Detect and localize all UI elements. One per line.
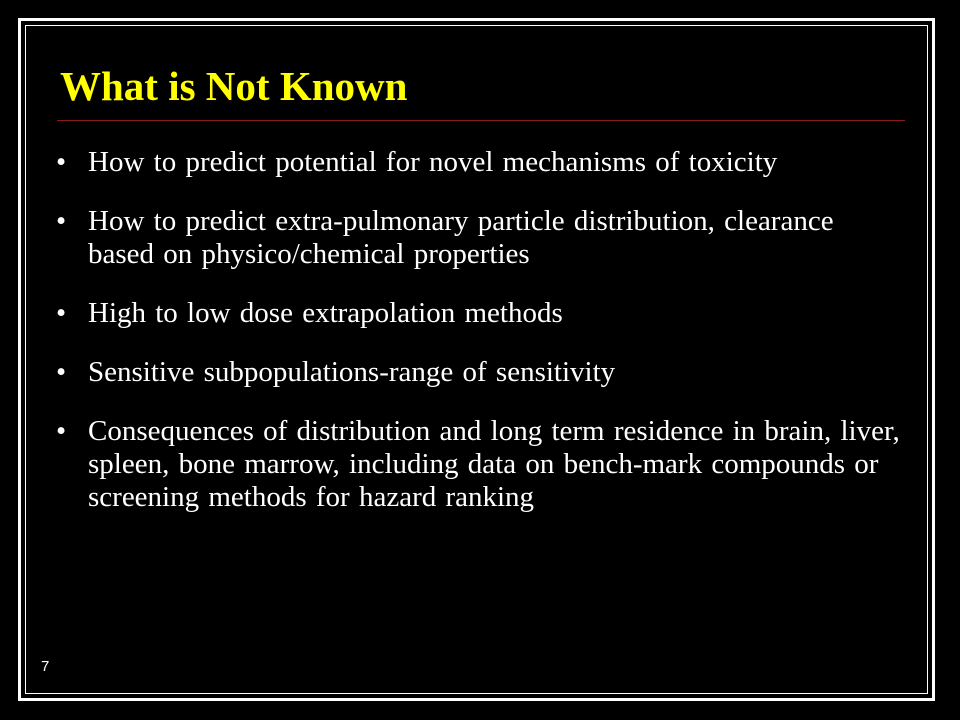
bullet-text: How to predict potential for novel mechanisms of toxicity xyxy=(88,146,778,178)
bullet-list xyxy=(56,146,906,540)
bullet-text: High to low dose extrapolation methods xyxy=(88,297,563,329)
bullet-icon: • xyxy=(56,297,67,329)
bullet-item xyxy=(56,146,906,179)
bullet-item xyxy=(56,205,906,271)
slide-number: 7 xyxy=(41,658,50,675)
slide-title: What is Not Known xyxy=(60,63,408,109)
bullet-icon: • xyxy=(56,205,67,237)
bullet-icon: • xyxy=(56,415,67,447)
bullet-text: How to predict extra-pulmonary particle distribution, clearance based on physico/chemical properties xyxy=(88,205,834,270)
bullet-item xyxy=(56,356,906,389)
bullet-item xyxy=(56,415,906,514)
title-divider xyxy=(57,120,905,121)
bullet-text: Sensitive subpopulations-range of sensitivity xyxy=(88,356,616,388)
bullet-icon: • xyxy=(56,356,67,388)
bullet-icon: • xyxy=(56,146,67,178)
bullet-item xyxy=(56,297,906,330)
bullet-text: Consequences of distribution and long term residence in brain, liver, spleen, bone marrow, including data on bench-mark compounds or screening methods for hazard ranking xyxy=(88,415,900,513)
